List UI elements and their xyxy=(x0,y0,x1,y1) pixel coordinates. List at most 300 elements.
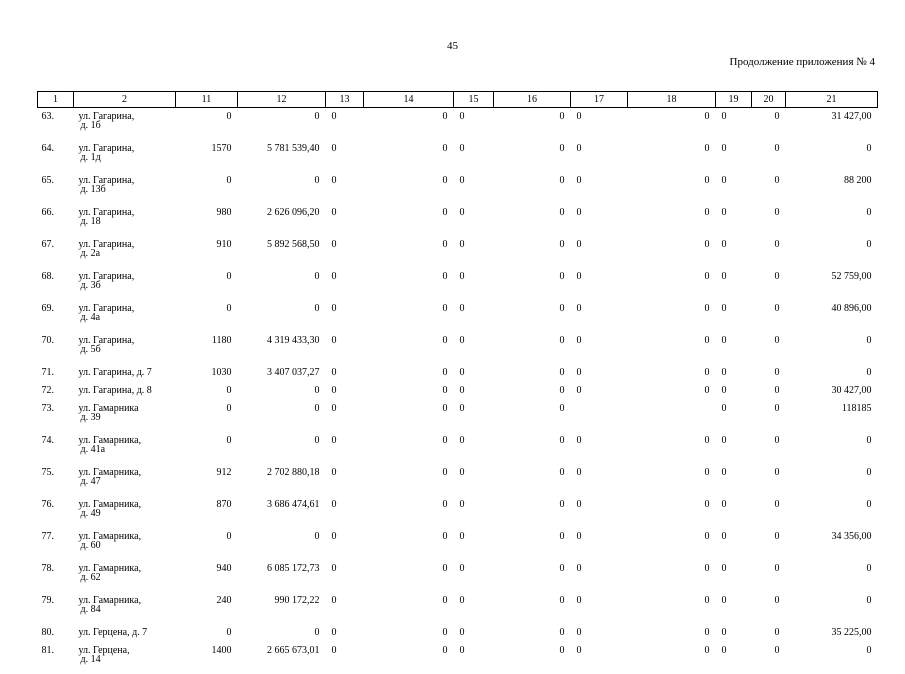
cell-c19: 0 xyxy=(716,108,752,141)
table-row xyxy=(38,464,878,496)
cell-c19: 0 xyxy=(716,624,752,642)
address-cell xyxy=(74,560,176,592)
column-header: 16 xyxy=(494,92,571,108)
cell-c17: 0 xyxy=(571,364,628,382)
cell-c17: 0 xyxy=(571,432,628,464)
cell-c18 xyxy=(628,400,716,432)
cell-c11: 0 xyxy=(176,432,238,464)
table-row xyxy=(38,172,878,204)
address-cell xyxy=(74,496,176,528)
table-row xyxy=(38,560,878,592)
cell-c17: 0 xyxy=(571,332,628,364)
cell-c19: 0 xyxy=(716,236,752,268)
address-cell xyxy=(74,642,176,674)
cell-c17: 0 xyxy=(571,268,628,300)
cell-c11: 940 xyxy=(176,560,238,592)
cell-c14: 0 xyxy=(364,268,454,300)
cell-c12: 0 xyxy=(238,624,326,642)
cell-c20: 0 xyxy=(752,108,786,141)
cell-c20: 0 xyxy=(752,400,786,432)
cell-c14: 0 xyxy=(364,560,454,592)
cell-c11: 1570 xyxy=(176,140,238,172)
cell-c21: 0 xyxy=(786,364,878,382)
cell-c19: 0 xyxy=(716,560,752,592)
cell-c13: 0 xyxy=(326,432,364,464)
cell-c14: 0 xyxy=(364,432,454,464)
table-row xyxy=(38,382,878,400)
cell-c19: 0 xyxy=(716,382,752,400)
cell-c11: 0 xyxy=(176,300,238,332)
address-street: ул. Гамарника, xyxy=(79,499,142,510)
cell-c16: 0 xyxy=(494,140,571,172)
cell-c19: 0 xyxy=(716,332,752,364)
table-row xyxy=(38,332,878,364)
address-house: д. 3б xyxy=(79,281,176,290)
cell-c14: 0 xyxy=(364,300,454,332)
address-cell xyxy=(74,140,176,172)
cell-c17: 0 xyxy=(571,496,628,528)
cell-c21: 0 xyxy=(786,642,878,674)
address-street: ул. Гамарника, xyxy=(79,531,142,542)
cell-c20: 0 xyxy=(752,204,786,236)
table-row xyxy=(38,592,878,624)
cell-c15: 0 xyxy=(454,592,494,624)
cell-c21: 30 427,00 xyxy=(786,382,878,400)
cell-c20: 0 xyxy=(752,236,786,268)
cell-c16: 0 xyxy=(494,642,571,674)
address-street: ул. Гагарина, xyxy=(79,271,135,282)
cell-c14: 0 xyxy=(364,400,454,432)
cell-c17: 0 xyxy=(571,642,628,674)
cell-c17: 0 xyxy=(571,382,628,400)
cell-c15: 0 xyxy=(454,172,494,204)
cell-c11: 0 xyxy=(176,268,238,300)
row-number: 76. xyxy=(38,496,74,528)
cell-c13: 0 xyxy=(326,108,364,141)
cell-c16: 0 xyxy=(494,400,571,432)
address-house: д. 60 xyxy=(79,541,176,550)
cell-c20: 0 xyxy=(752,624,786,642)
cell-c13: 0 xyxy=(326,400,364,432)
table-row xyxy=(38,364,878,382)
address-cell xyxy=(74,624,176,642)
row-number: 65. xyxy=(38,172,74,204)
address-house: д. 47 xyxy=(79,477,176,486)
row-number: 70. xyxy=(38,332,74,364)
cell-c15: 0 xyxy=(454,400,494,432)
address-street: ул. Герцена, xyxy=(79,645,130,656)
cell-c19: 0 xyxy=(716,400,752,432)
cell-c21: 31 427,00 xyxy=(786,108,878,141)
cell-c15: 0 xyxy=(454,300,494,332)
cell-c15: 0 xyxy=(454,560,494,592)
address-house: д. 41а xyxy=(79,445,176,454)
cell-c16: 0 xyxy=(494,364,571,382)
address-street: ул. Гагарина, xyxy=(79,111,135,122)
address-street: ул. Герцена, д. 7 xyxy=(79,627,148,638)
cell-c16: 0 xyxy=(494,464,571,496)
cell-c19: 0 xyxy=(716,528,752,560)
cell-c13: 0 xyxy=(326,172,364,204)
cell-c17: 0 xyxy=(571,300,628,332)
column-header: 12 xyxy=(238,92,326,108)
cell-c18: 0 xyxy=(628,560,716,592)
table-row xyxy=(38,642,878,674)
cell-c15: 0 xyxy=(454,432,494,464)
cell-c13: 0 xyxy=(326,560,364,592)
cell-c14: 0 xyxy=(364,382,454,400)
cell-c17: 0 xyxy=(571,624,628,642)
address-house: д. 84 xyxy=(79,605,176,614)
address-street: ул. Гамарника xyxy=(79,403,139,414)
row-number: 68. xyxy=(38,268,74,300)
row-number: 78. xyxy=(38,560,74,592)
cell-c18: 0 xyxy=(628,204,716,236)
cell-c12: 6 085 172,73 xyxy=(238,560,326,592)
cell-c18: 0 xyxy=(628,642,716,674)
address-house: д. 39 xyxy=(79,413,176,422)
cell-c19: 0 xyxy=(716,432,752,464)
cell-c20: 0 xyxy=(752,432,786,464)
cell-c21: 118185 xyxy=(786,400,878,432)
cell-c11: 0 xyxy=(176,108,238,141)
cell-c11: 870 xyxy=(176,496,238,528)
cell-c20: 0 xyxy=(752,592,786,624)
cell-c18: 0 xyxy=(628,236,716,268)
cell-c11: 0 xyxy=(176,172,238,204)
address-street: ул. Гагарина, xyxy=(79,143,135,154)
cell-c20: 0 xyxy=(752,300,786,332)
address-street: ул. Гамарника, xyxy=(79,467,142,478)
cell-c17: 0 xyxy=(571,560,628,592)
cell-c20: 0 xyxy=(752,560,786,592)
row-number: 64. xyxy=(38,140,74,172)
cell-c19: 0 xyxy=(716,300,752,332)
cell-c15: 0 xyxy=(454,332,494,364)
address-street: ул. Гагарина, xyxy=(79,175,135,186)
cell-c21: 0 xyxy=(786,140,878,172)
cell-c13: 0 xyxy=(326,464,364,496)
cell-c20: 0 xyxy=(752,496,786,528)
address-cell xyxy=(74,528,176,560)
cell-c19: 0 xyxy=(716,496,752,528)
address-house: д. 4а xyxy=(79,313,176,322)
address-cell xyxy=(74,400,176,432)
cell-c21: 35 225,00 xyxy=(786,624,878,642)
address-house: д. 5б xyxy=(79,345,176,354)
address-house: д. 62 xyxy=(79,573,176,582)
cell-c14: 0 xyxy=(364,592,454,624)
address-house: д. 49 xyxy=(79,509,176,518)
table-row xyxy=(38,400,878,432)
cell-c15: 0 xyxy=(454,528,494,560)
address-cell xyxy=(74,382,176,400)
address-cell xyxy=(74,268,176,300)
cell-c16: 0 xyxy=(494,172,571,204)
cell-c21: 88 200 xyxy=(786,172,878,204)
column-header: 1 xyxy=(38,92,74,108)
address-cell xyxy=(74,432,176,464)
cell-c13: 0 xyxy=(326,332,364,364)
table-row xyxy=(38,624,878,642)
cell-c11: 1180 xyxy=(176,332,238,364)
cell-c14: 0 xyxy=(364,204,454,236)
table-row xyxy=(38,268,878,300)
cell-c16: 0 xyxy=(494,332,571,364)
row-number: 74. xyxy=(38,432,74,464)
column-header: 21 xyxy=(786,92,878,108)
cell-c11: 0 xyxy=(176,528,238,560)
address-cell xyxy=(74,172,176,204)
cell-c14: 0 xyxy=(364,236,454,268)
cell-c21: 0 xyxy=(786,432,878,464)
cell-c12: 3 686 474,61 xyxy=(238,496,326,528)
address-house: д. 14 xyxy=(79,655,176,664)
cell-c13: 0 xyxy=(326,268,364,300)
cell-c13: 0 xyxy=(326,300,364,332)
cell-c21: 40 896,00 xyxy=(786,300,878,332)
cell-c15: 0 xyxy=(454,236,494,268)
address-street: ул. Гагарина, xyxy=(79,303,135,314)
cell-c16: 0 xyxy=(494,300,571,332)
cell-c15: 0 xyxy=(454,624,494,642)
address-street: ул. Гагарина, д. 8 xyxy=(79,385,152,396)
row-number: 69. xyxy=(38,300,74,332)
cell-c13: 0 xyxy=(326,364,364,382)
cell-c16: 0 xyxy=(494,204,571,236)
cell-c14: 0 xyxy=(364,496,454,528)
cell-c20: 0 xyxy=(752,382,786,400)
cell-c14: 0 xyxy=(364,108,454,141)
address-house: д. 13б xyxy=(79,185,176,194)
cell-c14: 0 xyxy=(364,172,454,204)
cell-c18: 0 xyxy=(628,528,716,560)
address-street: ул. Гагарина, д. 7 xyxy=(79,367,152,378)
cell-c12: 0 xyxy=(238,172,326,204)
cell-c19: 0 xyxy=(716,592,752,624)
table-row xyxy=(38,236,878,268)
cell-c15: 0 xyxy=(454,382,494,400)
row-number: 66. xyxy=(38,204,74,236)
cell-c12: 0 xyxy=(238,528,326,560)
cell-c21: 0 xyxy=(786,464,878,496)
cell-c14: 0 xyxy=(364,364,454,382)
cell-c14: 0 xyxy=(364,528,454,560)
cell-c18: 0 xyxy=(628,496,716,528)
address-house: д. 1б xyxy=(79,121,176,130)
address-street: ул. Гагарина, xyxy=(79,335,135,346)
cell-c12: 2 702 880,18 xyxy=(238,464,326,496)
cell-c12: 0 xyxy=(238,400,326,432)
cell-c12: 0 xyxy=(238,432,326,464)
cell-c21: 34 356,00 xyxy=(786,528,878,560)
page-number: 45 xyxy=(0,40,905,52)
cell-c17: 0 xyxy=(571,140,628,172)
table-row xyxy=(38,496,878,528)
address-cell xyxy=(74,592,176,624)
cell-c21: 0 xyxy=(786,236,878,268)
column-header: 14 xyxy=(364,92,454,108)
cell-c15: 0 xyxy=(454,140,494,172)
cell-c11: 0 xyxy=(176,382,238,400)
cell-c12: 2 665 673,01 xyxy=(238,642,326,674)
cell-c21: 0 xyxy=(786,592,878,624)
table-body xyxy=(38,108,878,674)
cell-c18: 0 xyxy=(628,624,716,642)
cell-c13: 0 xyxy=(326,204,364,236)
row-number: 75. xyxy=(38,464,74,496)
address-cell xyxy=(74,464,176,496)
cell-c18: 0 xyxy=(628,332,716,364)
cell-c11: 0 xyxy=(176,400,238,432)
column-header: 2 xyxy=(74,92,176,108)
cell-c21: 0 xyxy=(786,204,878,236)
cell-c15: 0 xyxy=(454,204,494,236)
cell-c12: 5 892 568,50 xyxy=(238,236,326,268)
cell-c17: 0 xyxy=(571,172,628,204)
cell-c18: 0 xyxy=(628,382,716,400)
cell-c20: 0 xyxy=(752,172,786,204)
address-street: ул. Гамарника, xyxy=(79,435,142,446)
cell-c16: 0 xyxy=(494,560,571,592)
cell-c15: 0 xyxy=(454,108,494,141)
cell-c16: 0 xyxy=(494,268,571,300)
cell-c12: 990 172,22 xyxy=(238,592,326,624)
cell-c11: 1030 xyxy=(176,364,238,382)
address-cell xyxy=(74,332,176,364)
cell-c20: 0 xyxy=(752,642,786,674)
cell-c14: 0 xyxy=(364,332,454,364)
cell-c19: 0 xyxy=(716,268,752,300)
cell-c11: 912 xyxy=(176,464,238,496)
cell-c15: 0 xyxy=(454,464,494,496)
table-row xyxy=(38,528,878,560)
column-header: 20 xyxy=(752,92,786,108)
column-header: 13 xyxy=(326,92,364,108)
cell-c18: 0 xyxy=(628,140,716,172)
cell-c21: 0 xyxy=(786,332,878,364)
table-row xyxy=(38,204,878,236)
cell-c19: 0 xyxy=(716,464,752,496)
cell-c18: 0 xyxy=(628,592,716,624)
cell-c13: 0 xyxy=(326,592,364,624)
cell-c11: 240 xyxy=(176,592,238,624)
address-house: д. 18 xyxy=(79,217,176,226)
cell-c15: 0 xyxy=(454,496,494,528)
address-cell xyxy=(74,108,176,141)
cell-c11: 910 xyxy=(176,236,238,268)
address-cell xyxy=(74,300,176,332)
row-number: 73. xyxy=(38,400,74,432)
cell-c19: 0 xyxy=(716,364,752,382)
data-table xyxy=(37,91,878,674)
column-header: 11 xyxy=(176,92,238,108)
cell-c12: 0 xyxy=(238,268,326,300)
row-number: 81. xyxy=(38,642,74,674)
table-row xyxy=(38,432,878,464)
cell-c17: 0 xyxy=(571,592,628,624)
cell-c12: 0 xyxy=(238,382,326,400)
row-number: 71. xyxy=(38,364,74,382)
cell-c12: 0 xyxy=(238,300,326,332)
cell-c11: 0 xyxy=(176,624,238,642)
appendix-label: Продолжение приложения № 4 xyxy=(730,56,875,68)
cell-c16: 0 xyxy=(494,592,571,624)
address-cell xyxy=(74,236,176,268)
cell-c18: 0 xyxy=(628,108,716,141)
column-header: 15 xyxy=(454,92,494,108)
address-street: ул. Гагарина, xyxy=(79,207,135,218)
address-street: ул. Гамарника, xyxy=(79,595,142,606)
table-row xyxy=(38,300,878,332)
cell-c18: 0 xyxy=(628,300,716,332)
cell-c14: 0 xyxy=(364,642,454,674)
cell-c16: 0 xyxy=(494,236,571,268)
column-header: 19 xyxy=(716,92,752,108)
cell-c20: 0 xyxy=(752,464,786,496)
cell-c13: 0 xyxy=(326,140,364,172)
table-header-row xyxy=(38,92,878,108)
cell-c12: 3 407 037,27 xyxy=(238,364,326,382)
cell-c19: 0 xyxy=(716,642,752,674)
cell-c20: 0 xyxy=(752,332,786,364)
cell-c18: 0 xyxy=(628,432,716,464)
column-header: 18 xyxy=(628,92,716,108)
cell-c15: 0 xyxy=(454,364,494,382)
cell-c20: 0 xyxy=(752,140,786,172)
cell-c17: 0 xyxy=(571,236,628,268)
address-house: д. 2а xyxy=(79,249,176,258)
cell-c13: 0 xyxy=(326,496,364,528)
cell-c14: 0 xyxy=(364,464,454,496)
cell-c18: 0 xyxy=(628,172,716,204)
cell-c20: 0 xyxy=(752,364,786,382)
cell-c13: 0 xyxy=(326,624,364,642)
row-number: 77. xyxy=(38,528,74,560)
cell-c12: 0 xyxy=(238,108,326,141)
cell-c20: 0 xyxy=(752,268,786,300)
cell-c20: 0 xyxy=(752,528,786,560)
cell-c18: 0 xyxy=(628,364,716,382)
cell-c16: 0 xyxy=(494,496,571,528)
cell-c13: 0 xyxy=(326,382,364,400)
cell-c17 xyxy=(571,400,628,432)
cell-c16: 0 xyxy=(494,432,571,464)
cell-c11: 980 xyxy=(176,204,238,236)
cell-c11: 1400 xyxy=(176,642,238,674)
cell-c13: 0 xyxy=(326,642,364,674)
row-number: 80. xyxy=(38,624,74,642)
row-number: 79. xyxy=(38,592,74,624)
cell-c17: 0 xyxy=(571,204,628,236)
cell-c16: 0 xyxy=(494,528,571,560)
cell-c17: 0 xyxy=(571,464,628,496)
row-number: 72. xyxy=(38,382,74,400)
address-cell xyxy=(74,204,176,236)
table-row xyxy=(38,108,878,141)
table-row xyxy=(38,140,878,172)
cell-c14: 0 xyxy=(364,140,454,172)
cell-c21: 0 xyxy=(786,496,878,528)
cell-c15: 0 xyxy=(454,642,494,674)
cell-c17: 0 xyxy=(571,108,628,141)
cell-c16: 0 xyxy=(494,108,571,141)
cell-c12: 2 626 096,20 xyxy=(238,204,326,236)
cell-c18: 0 xyxy=(628,268,716,300)
cell-c18: 0 xyxy=(628,464,716,496)
column-header: 17 xyxy=(571,92,628,108)
address-street: ул. Гамарника, xyxy=(79,563,142,574)
